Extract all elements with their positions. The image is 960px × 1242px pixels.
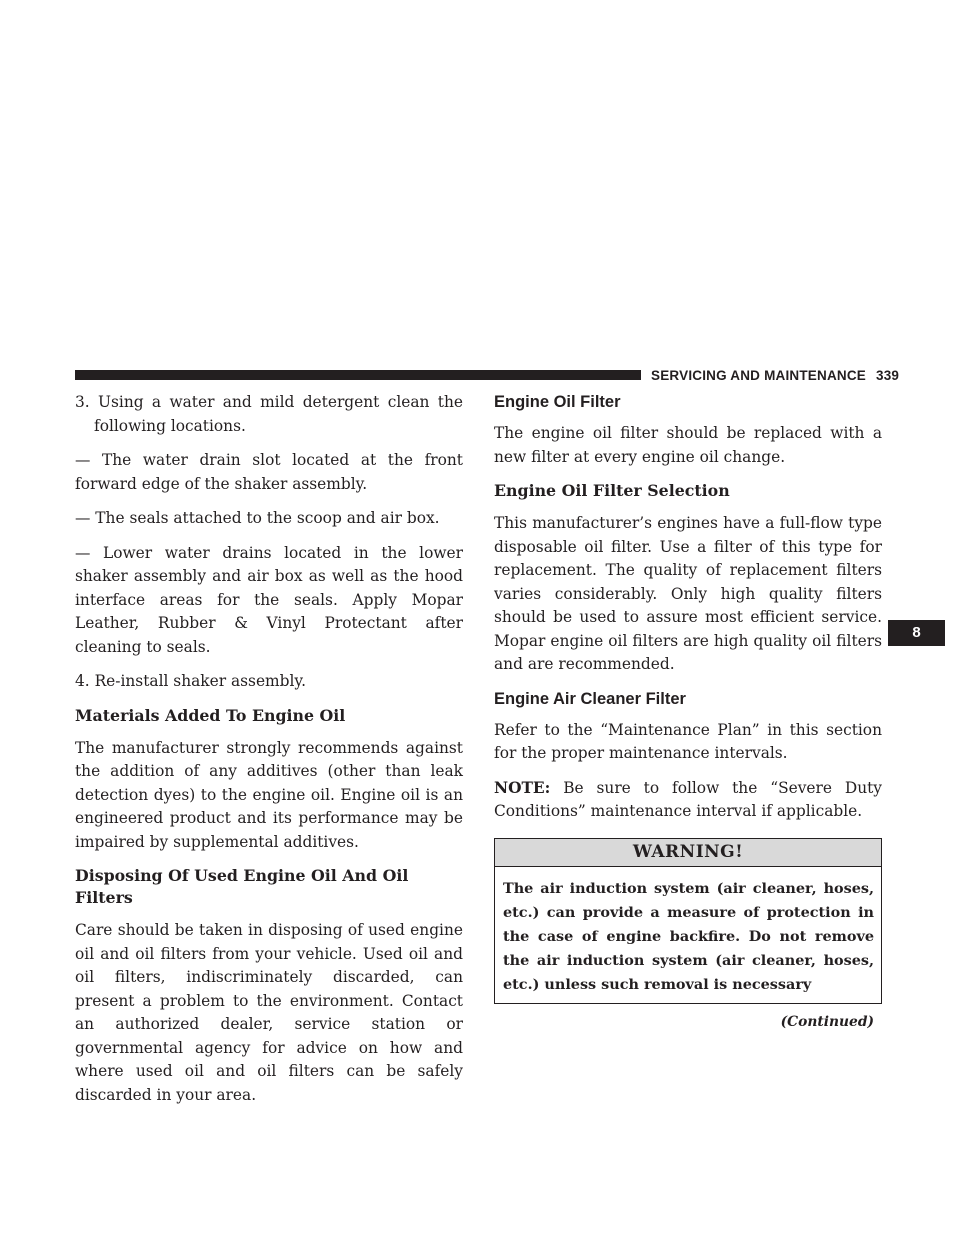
header-rule: [75, 370, 641, 380]
paragraph-air-cleaner-filter: Refer to the “Maintenance Plan” in this section for the proper maintenance intervals.: [494, 720, 882, 762]
warning-box: [494, 838, 882, 1004]
running-header: [651, 368, 899, 383]
note-paragraph: [494, 777, 882, 824]
paragraph-engine-oil-filter: The engine oil filter should be replaced with a new filter at every engine oil change.: [494, 424, 882, 466]
note-label: NOTE:: [494, 778, 551, 797]
page-number: 339: [876, 368, 900, 383]
heading-disposing-oil: Disposing Of Used Engine Oil And Oil Filters: [75, 866, 409, 907]
step-4: 4. Re-install shaker assembly.: [75, 672, 306, 690]
section-title: SERVICING AND MAINTENANCE: [651, 368, 867, 383]
heading-engine-oil-filter: Engine Oil Filter: [494, 393, 621, 411]
dash-item-lower-drains: — Lower water drains located in the lower shaker assembly and air box as well as the hood interface areas for the seals. Apply Mopar Leather, Rubber & Vinyl Protectant after cleaning to seals.: [75, 543, 463, 656]
heading-air-cleaner-filter: Engine Air Cleaner Filter: [494, 689, 686, 708]
paragraph-disposing-oil: Care should be taken in disposing of used engine oil and oil filters from your vehicle. Used oil and oil filters, indiscriminately discarded, can present a problem to the environment. Contact an authorized dealer, service station or governmental agency for advice on how and where used oil and oil filters can be safely discarded in your area.: [75, 921, 463, 1104]
dash-item-seals: — The seals attached to the scoop and air box.: [75, 509, 440, 527]
paragraph-filter-selection: This manufacturer’s engines have a full-flow type disposable oil filter. Use a filter of this type for replacement. The quality of replacement filters varies considerably. Only high quality filters should be used to assure most efficient service. Mopar engine oil filters are high quality oil filters and are recommended.: [494, 514, 882, 673]
heading-filter-selection: Engine Oil Filter Selection: [494, 481, 730, 500]
chapter-tab: 8: [888, 620, 945, 646]
note-text: Be sure to follow the “Severe Duty Conditions” maintenance interval if applicable.: [494, 778, 882, 820]
dash-item-drain-slot: — The water drain slot located at the front forward edge of the shaker assembly.: [75, 451, 463, 493]
step-3: 3. Using a water and mild detergent clean the following locations.: [75, 393, 463, 435]
warning-title: WARNING!: [495, 839, 881, 867]
right-column: [494, 391, 882, 1030]
continued-marker: (Continued): [780, 1013, 874, 1030]
warning-text: The air induction system (air cleaner, hoses, etc.) can provide a measure of protection in the case of engine backfire. Do not remove the air induction system (air cleaner, hoses, etc.) unless such removal is necessary: [503, 879, 874, 993]
heading-materials-added: Materials Added To Engine Oil: [75, 705, 346, 725]
left-column: [75, 391, 463, 1118]
paragraph-materials-added: The manufacturer strongly recommends against the addition of any additives (other than leak detection dyes) to the engine oil. Engine oil is an engineered product and its performance may be impaired by supplemental additives.: [75, 738, 463, 851]
